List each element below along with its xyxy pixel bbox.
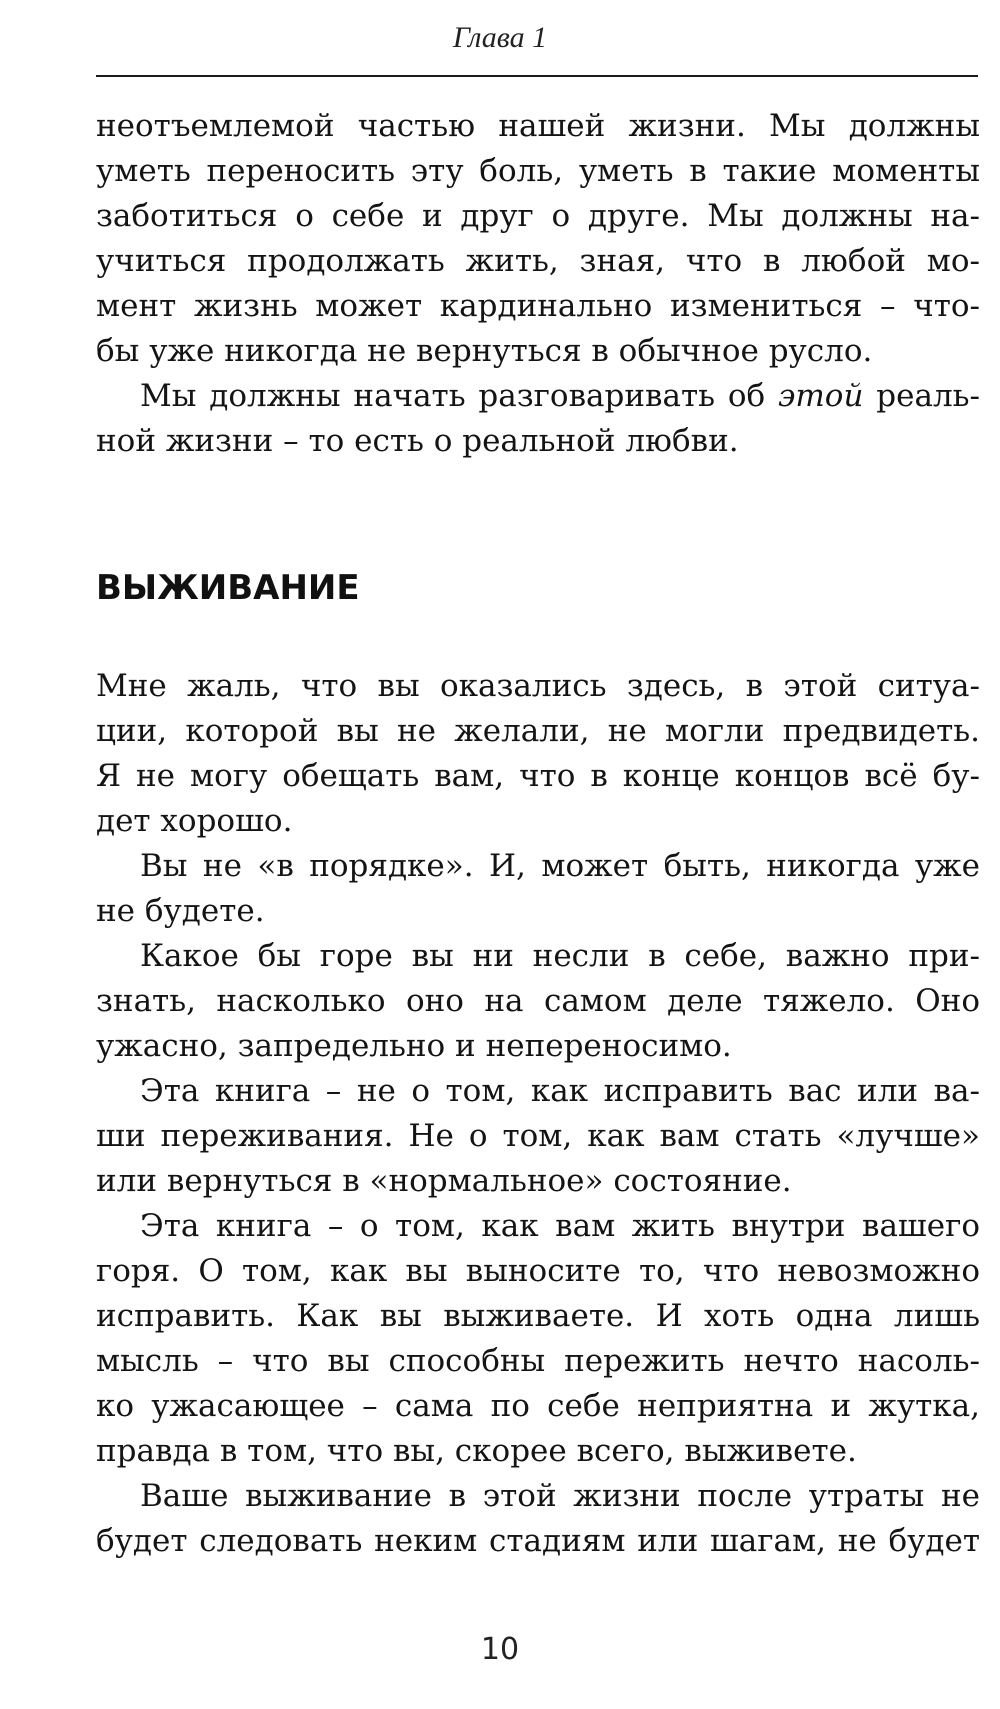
text-before-heading xyxy=(96,104,980,374)
paragraph-line: знать, насколько оно на самом деле тяжело. Оно xyxy=(96,983,980,1019)
paragraph xyxy=(96,104,980,374)
paragraph-line: Эта книга – о том, как вам жить внутри вашего xyxy=(140,1208,980,1244)
paragraph-line: бы уже никогда не вернуться в обычное русло. xyxy=(96,333,873,369)
paragraph-line: Какое бы горе вы ни несли в себе, важно при- xyxy=(140,938,980,974)
paragraph-line: мысль – что вы способны пережить нечто насоль- xyxy=(96,1343,980,1379)
paragraph xyxy=(96,664,980,844)
paragraph-line: ужасно, запредельно и непереносимо. xyxy=(96,1028,732,1064)
paragraph-line: заботиться о себе и друг о друге. Мы должны на- xyxy=(96,198,980,234)
paragraph xyxy=(96,934,980,1069)
paragraph-line: Эта книга – не о том, как исправить вас или ва- xyxy=(140,1073,980,1109)
paragraph-line: мент жизнь может кардинально измениться – что- xyxy=(96,288,980,324)
paragraph-line: ши переживания. Не о том, как вам стать «лучше» xyxy=(96,1118,980,1154)
paragraph-line: ной жизни – то есть о реальной любви. xyxy=(96,423,739,459)
paragraph-line: Вы не «в порядке». И, может быть, никогда уже xyxy=(140,848,980,884)
paragraph-line: правда в том, что вы, скорее всего, выживете. xyxy=(96,1433,857,1469)
paragraph-line: уметь переносить эту боль, уметь в такие моменты xyxy=(96,153,980,189)
paragraph xyxy=(96,1069,980,1204)
paragraph-line: ко ужасающее – сама по себе неприятна и жутка, xyxy=(96,1388,980,1424)
paragraph-line: Ваше выживание в этой жизни после утраты не xyxy=(140,1478,980,1514)
paragraph-line: учиться продолжать жить, зная, что в любой мо- xyxy=(96,243,980,279)
italic-word: этой xyxy=(778,378,864,414)
paragraph-line: исправить. Как вы выживаете. И хоть одна лишь xyxy=(96,1298,980,1334)
section-heading: ВЫЖИВАНИЕ xyxy=(96,568,360,608)
paragraph-line: будет следовать неким стадиям или шагам, не будет xyxy=(96,1523,980,1559)
paragraph-line: дет хорошо. xyxy=(96,803,293,839)
running-head: Глава 1 xyxy=(452,21,548,54)
paragraph-real-life xyxy=(96,374,980,464)
paragraph-line: Я не могу обещать вам, что в конце концов всё бу- xyxy=(96,758,980,794)
paragraph-line xyxy=(96,374,980,419)
paragraph xyxy=(96,1474,980,1564)
header-rule xyxy=(96,75,978,77)
paragraph-line: не будете. xyxy=(96,893,265,929)
text-after-heading xyxy=(96,664,980,1564)
text-run: реаль- xyxy=(863,378,980,414)
paragraph-line: горя. О том, как вы выносите то, что невозможно xyxy=(96,1253,980,1289)
text-run: Мы должны начать разговаривать об xyxy=(140,378,779,414)
page-number: 10 xyxy=(480,1632,520,1667)
paragraph-line: или вернуться в «нормальное» состояние. xyxy=(96,1163,792,1199)
paragraph-line: неотъемлемой частью нашей жизни. Мы должны xyxy=(96,108,980,144)
paragraph xyxy=(96,1204,980,1474)
paragraph-line: Мне жаль, что вы оказались здесь, в этой ситуа- xyxy=(96,668,980,704)
paragraph xyxy=(96,844,980,934)
paragraph-line: ции, которой вы не желали, не могли предвидеть. xyxy=(96,713,980,749)
